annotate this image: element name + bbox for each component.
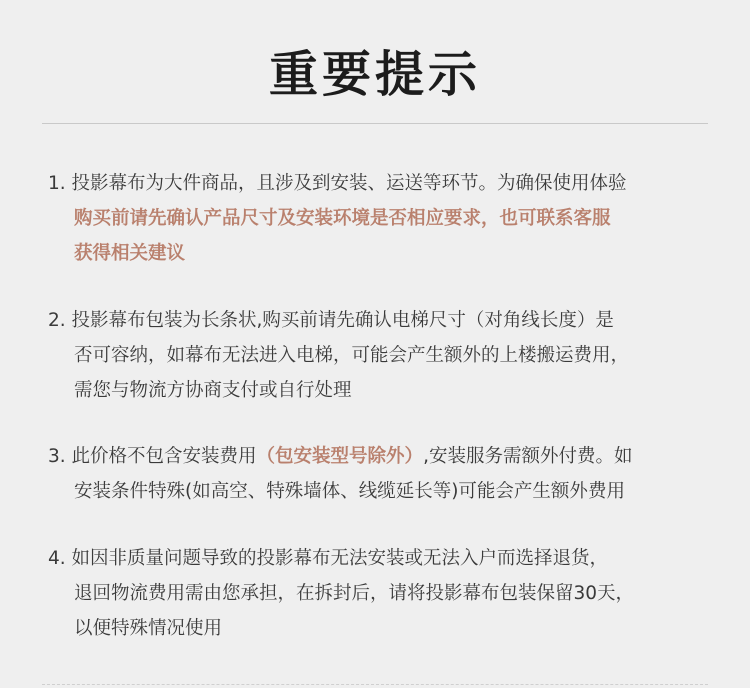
bottom-divider <box>42 684 708 685</box>
notice-3-line-1 <box>48 439 728 474</box>
notice-2-line-1: 2. 投影幕布包装为长条状,购买前请先确认电梯尺寸（对角线长度）是 <box>48 310 614 331</box>
notice-4-line-2: 退回物流费用需由您承担，在拆封后，请将投影幕布包装保留30天， <box>74 583 635 604</box>
title-divider <box>42 123 708 124</box>
notice-1-line-1: 1. 投影幕布为大件商品，且涉及到安装、运送等环节。为确保使用体验 <box>48 173 627 194</box>
notice-2-line-3: 需您与物流方协商支付或自行处理 <box>74 380 352 401</box>
notice-1-line-3: 获得相关建议 <box>74 243 186 264</box>
notice-3-text-end: ,安装服务需额外付费。如 <box>423 446 633 467</box>
notice-item-3 <box>48 439 728 509</box>
notice-item-1 <box>48 166 728 271</box>
notice-2-line-2: 否可容纳，如幕布无法进入电梯，可能会产生额外的上楼搬运费用， <box>74 345 630 366</box>
page-title: 重要提示 <box>268 46 481 103</box>
notice-1-line-2: 购买前请先确认产品尺寸及安装环境是否相应要求，也可联系客服 <box>74 208 611 229</box>
notice-item-2 <box>48 303 728 408</box>
notice-item-4 <box>48 541 728 646</box>
notice-4-line-3: 以便特殊情况使用 <box>74 618 223 639</box>
notice-3-text-start: 3. 此价格不包含安装费用 <box>48 446 257 467</box>
notice-3-highlight: （包安装型号除外） <box>256 446 424 467</box>
notice-3-line-2: 安装条件特殊(如高空、特殊墙体、线缆延长等)可能会产生额外费用 <box>74 481 625 502</box>
notice-4-line-1: 4. 如因非质量问题导致的投影幕布无法安装或无法入户而选择退货， <box>48 548 609 569</box>
